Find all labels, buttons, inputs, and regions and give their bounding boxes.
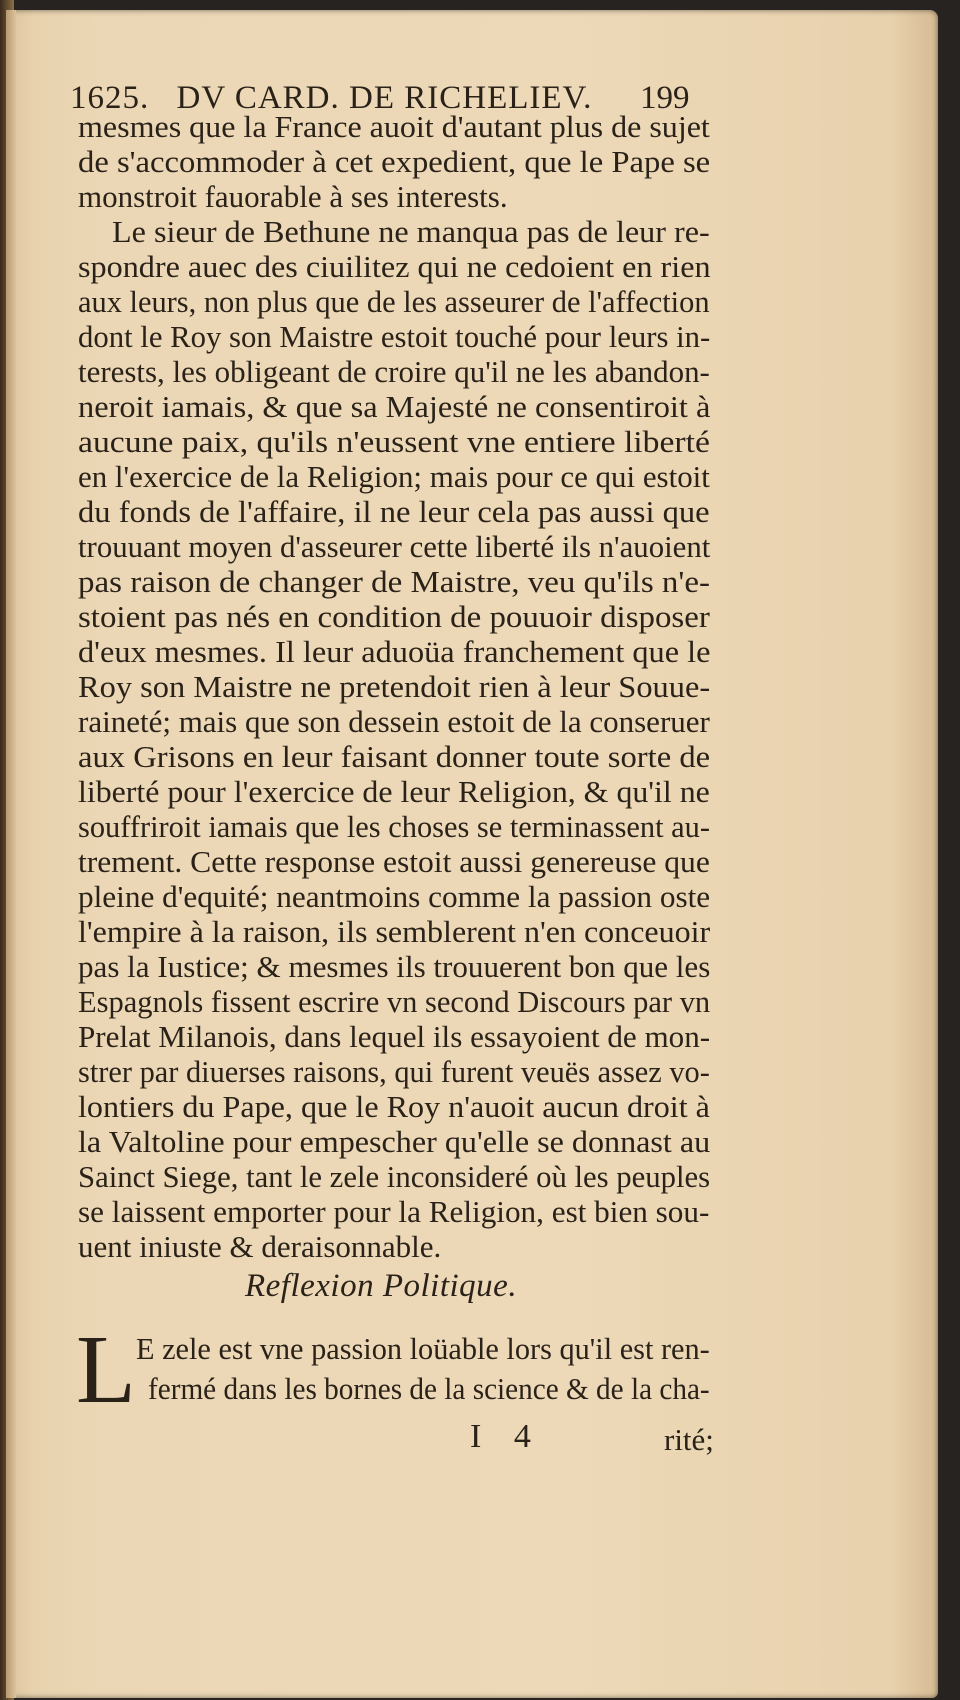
body-line: de s'accommoder à cet expedient, que le Pape se [78,144,711,179]
body-line: aux Grisons en leur faisant donner toute sorte de [78,739,711,774]
body-line: du fonds de l'affaire, il ne leur cela pas aussi que [78,494,710,529]
catchword: rité; [664,1422,714,1457]
reflexion-line: E zele est vne passion loüable lors qu'il est ren- [136,1331,710,1366]
body-line: se laissent emporter pour la Religion, est bien sou- [78,1194,710,1229]
drop-cap: L [76,1316,136,1424]
body-line: Sainct Siege, tant le zele inconsideré où les peuples [78,1159,711,1194]
body-line: souffriroit iamais que les choses se terminassent au- [78,809,710,844]
body-line: d'eux mesmes. Il leur aduoüa franchement que le [78,634,711,669]
body-line: pas la Iustice; & mesmes ils trouuerent bon que les [78,949,711,984]
header-title: DV CARD. DE RICHELIEV. [176,80,593,116]
body-line: pas raison de changer de Maistre, veu qu'ils n'e- [78,564,710,599]
body-line: dont le Roy son Maistre estoit touché pour leurs in- [78,319,711,354]
signature-mark: I 4 [470,1418,543,1455]
body-line: monstroit fauorable à ses interests. [78,179,508,214]
body-line: l'empire à la raison, ils semblerent n'en conceuoir [78,914,711,949]
body-line: spondre auec des ciuilitez qui ne cedoient en rien [78,249,711,284]
body-line: neroit iamais, & que sa Majesté ne consentiroit à [78,389,711,424]
body-line: aux leurs, non plus que de les asseurer de l'affection [78,284,710,319]
body-line: la Valtoline pour empescher qu'elle se donnast au [78,1124,711,1159]
body-line: aucune paix, qu'ils n'eussent vne entiere liberté [78,424,710,459]
body-line: stoient pas nés en condition de pouuoir disposer [78,599,710,634]
body-line: uent iniuste & deraisonnable. [78,1229,442,1264]
body-line: Le sieur de Bethune ne manqua pas de leur re- [112,214,710,249]
body-line: Prelat Milanois, dans lequel ils essayoient de mon- [78,1019,711,1054]
body-line: Roy son Maistre ne pretendoit rien à leur Souue- [78,669,711,704]
reflexion-line: fermé dans les bornes de la science & de la cha- [148,1371,710,1406]
body-line: terests, les obligeant de croire qu'il ne les abandon- [78,354,710,389]
body-line: lontiers du Pape, que le Roy n'auoit aucun droit à [78,1089,710,1124]
body-line: raineté; mais que son dessein estoit de la conseruer [78,704,710,739]
body-line: trement. Cette response estoit aussi genereuse que [78,844,710,879]
body-line: mesmes que la France auoit d'autant plus de sujet [78,109,710,144]
body-line: liberté pour l'exercice de leur Religion, & qu'il ne [78,774,710,809]
body-line: strer par diuerses raisons, qui furent veuës assez vo- [78,1054,710,1089]
body-line: Espagnols fissent escrire vn second Discours par vn [78,984,711,1019]
page-number: 199 [640,80,690,116]
section-title: Reflexion Politique. [245,1268,518,1304]
body-line: pleine d'equité; neantmoins comme la passion oste [78,879,711,914]
body-line: trouuant moyen d'asseurer cette liberté ils n'auoient [78,529,711,564]
body-line: en l'exercice de la Religion; mais pour ce qui estoit [78,459,710,494]
header-year: 1625. [70,80,150,116]
